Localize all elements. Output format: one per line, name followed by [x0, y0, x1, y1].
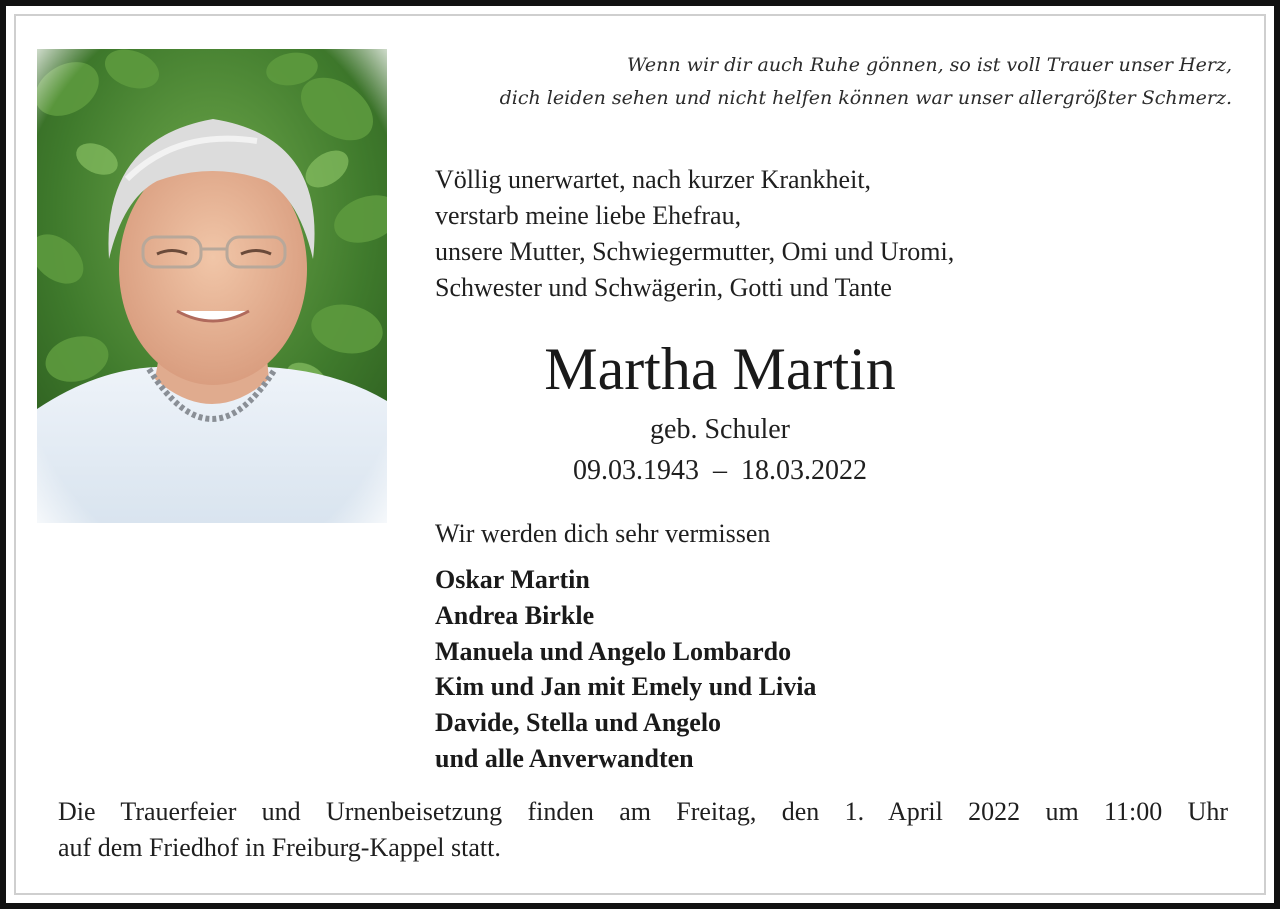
ceremony-line: Die Trauerfeier und Urnenbeisetzung finden am Freitag, den 1. April 2022 um 11:00 Uhr	[58, 797, 1228, 826]
mourner-name: und alle Anverwandten	[435, 743, 694, 773]
ceremony-line: auf dem Friedhof in Freiburg-Kappel statt.	[58, 833, 501, 862]
epitaph-quote	[412, 49, 1232, 115]
life-dates: 09.03.1943 – 18.03.2022	[573, 455, 867, 486]
announcement-line: unsere Mutter, Schwiegermutter, Omi und Uromi,	[435, 237, 955, 266]
ceremony-info	[58, 794, 1228, 866]
mourner-name: Oskar Martin	[435, 565, 590, 594]
announcement-line: Schwester und Schwägerin, Gotti und Tante	[435, 273, 892, 302]
deceased-name: Martha Martin	[544, 336, 896, 402]
farewell-line: Wir werden dich sehr vermissen	[435, 519, 771, 548]
mourner-name: Kim und Jan mit Emely und Livia	[435, 672, 817, 702]
announcement-line: verstarb meine liebe Ehefrau,	[435, 201, 742, 230]
mourner-name: Andrea Birkle	[435, 600, 595, 630]
quote-line: dich leiden sehen und nicht helfen können war unser allergrößter Schmerz.	[499, 87, 1232, 109]
announcement-line: Völlig unerwartet, nach kurzer Krankheit,	[435, 165, 872, 194]
quote-line: Wenn wir dir auch Ruhe gönnen, so ist voll Trauer unser Herz,	[626, 54, 1232, 76]
mourner-name: Davide, Stella und Angelo	[435, 708, 722, 738]
birth-name: geb. Schuler	[650, 414, 790, 445]
announcement-text	[435, 162, 954, 306]
portrait-photo	[37, 49, 387, 523]
mourner-name: Manuela und Angelo Lombardo	[435, 636, 792, 666]
mourners-list	[435, 562, 816, 777]
